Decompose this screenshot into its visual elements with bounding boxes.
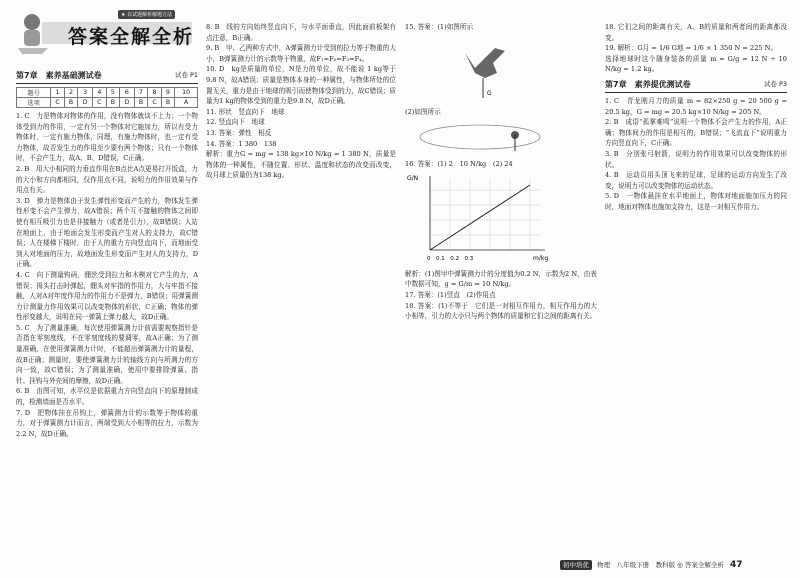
table-cell: 5 [106, 88, 119, 98]
answer-item: 1. C 力是物体对物体的作用，没有物体就谈不上力；一个物体受到力的作用，一定有另一个物体对它施加力，所以有受力物体时，一定有施力物体，同理，有施力物体时，也一定有受力物体，故否发生力的作用至少要有两个物体；只有一个物体时，不会产生力，故A、B、D错误，C正确。 [16, 112, 198, 163]
table-cell: B [64, 98, 77, 108]
chapter-page: 试卷 P1 [174, 71, 198, 79]
table-cell: 4 [92, 88, 106, 98]
graph-xlabel: m/kg [533, 254, 549, 262]
page-header [14, 8, 194, 56]
table-cell: 2 [64, 88, 77, 98]
answer-item: 14. 答案：1 380 138 [206, 139, 277, 148]
table-cell: 7 [134, 88, 147, 98]
table-cell: B [106, 98, 119, 108]
footer-badge: 初中培优 [560, 560, 592, 570]
table-cell: 1 [51, 88, 65, 98]
chapter-heading [16, 70, 198, 84]
footer-label: 答案全解全析 [684, 561, 724, 569]
answer-item: 解析：重力G = mg = 138 kg×10 N/kg = 1 380 N，质量是物体的一种属性，不随位置、形状、温度和状态的改变而改变，故月球上质量仍为138 kg。 [206, 150, 396, 180]
table-cell: 题号 [17, 88, 51, 98]
answer-table [16, 87, 198, 108]
answer-item: 15. 答案：(1)如图所示 [405, 23, 474, 31]
answer-item: 8. B 线的方向始终竖直向下，与水平面垂直，因此面前板架有点注意，B正确。 [206, 23, 396, 42]
table-cell: D [120, 98, 135, 108]
answer-item: 13. 答案：弹性 相反 [206, 128, 272, 137]
table-row [17, 88, 198, 98]
page-title: 答案全解全析 [68, 26, 195, 48]
column-2 [206, 22, 396, 181]
answer-item: 17. 答案：(1)竖直 (2)作用点 [405, 290, 496, 299]
table-cell: 选项 [17, 98, 51, 108]
answer-item: 解析：(1)图甲中弹簧测力计的分度值为0.2 N，示数为2 N，由表中数据可知，g = G/m = 10 N/kg。 [405, 269, 597, 289]
answer-item: 选择地球时这个随身装备的质量 m = G/g = 12 N ÷ 10 N/kg = 1.2 kg。 [605, 54, 787, 74]
chapter-title: 第7章 素养提优测试卷 [605, 79, 691, 89]
table-cell: C [148, 98, 162, 108]
table-cell: 3 [78, 88, 93, 98]
header-tag: ★ 以试题解析解题方法 [118, 10, 175, 19]
answer-item: 4. C 向下测量钩码，绷丝受到拉力和木楔对它产生的力，A错误；拇头打击时弹起，绷头对牢指的作用力，大与牢指不接触，人对A对年度作用力的作用力不是弹力，B错误；用弹簧测力计测量力作用效果可以改变物体的形状，C正确；物体的弹性形变越大，说明在同一弹簧上弹力越大，故D正确。 [16, 270, 198, 322]
table-cell: C [51, 98, 65, 108]
answer-item: 4. B 运动员用头顶飞来的足球，足球的运动方向发生了改变，说明力可以改变物体的运动状态。 [605, 171, 787, 190]
gm-graph [405, 170, 555, 265]
table-cell: 10 [175, 88, 198, 98]
column-3 [405, 22, 597, 322]
page-footer [560, 560, 743, 570]
column-1 [16, 70, 198, 439]
table-cell: 6 [120, 88, 135, 98]
chapter-title: 第7章 素养基础测试卷 [16, 71, 102, 80]
answer-item: 18. 它们之间的距离有关，A、B的质量和两者间的距离都没变。 [605, 23, 787, 42]
answer-item: 10. D kg是质量的单位，N是力的单位，故不能说 1 kg等于9.8 N，故A错误；质量是物体本身的一种属性，与物体所处的位置无关，重力是由于地球的吸引而使物体受到的力，故C错误；质量为1 kg的物体受到的重力是9.8 N，故D正确。 [206, 65, 396, 106]
answer-item: 3. B 分别张弓射箭，说明力的作用效果可以改变物体的形状。 [605, 149, 787, 169]
answer-item: 5. C 为了测量准确，每次使用弹簧测力计前需要观察指针是否指在零刻度线，不在零刻度线的要调零，故A正确；为了测量准确，在使用弹簧测力计时，不能超出弹簧测力计的量程，故B正确；测量时，要使弹簧测力计的轴线方向与所测力的方向一致，故C错误；为了测量准确，使用中要排除弹簧、指针、挂钩与外壳间的摩擦，故D正确。 [16, 323, 198, 385]
chapter-page: 试卷 P3 [763, 79, 787, 88]
table-cell: D [78, 98, 93, 108]
answer-item: 18. 答案：(1)不等于 它们是一对相互作用力，相互作用力的大小相等，引力的大小只与两个物体的质量和它们之间的距离有关。 [405, 301, 597, 321]
answer-item: 5. D 一物体悬挂在水平地面上，物体对地面施加压力的同时，地面对物体也施加支持力，这是一对相互作用力。 [605, 192, 787, 211]
answer-item: 2. B 成语“孤掌难鸣”说明一个物体不会产生力的作用，A正确；物体间力的作用是相互的，B错误；“飞流直下”说明重力方向竖直向下，C正确。 [605, 118, 787, 148]
chapter-heading [605, 79, 787, 93]
answer-item: 11. 形状 竖直向下 地球 [206, 107, 285, 116]
answer-item: 19. 解析：G月 = 1/6 G地 = 1/6 × 1 350 N = 225 N。 [605, 44, 778, 53]
footer-separator-icon: ◎ [677, 561, 683, 569]
graph-ticks: 0 0.1 0.2 0.3 [427, 255, 474, 262]
answer-item: 1. C 青龙刚月刀的质量 m = 82×250 g = 20 500 g = 20.5 kg，G = mg = 20.5 kg×10 N/kg = 205 N。 [605, 96, 787, 116]
table-cell: B [134, 98, 147, 108]
answer-item: 16. 答案：(1) 2 10 N/kg (2) 24 [405, 160, 513, 169]
column-4 [605, 22, 787, 213]
answer-item: 9. B 甲、乙两种方式中，A弹簧测力计受到的拉力等于物重的大小，B弹簧测力计的示数等于物重，故F₁=F₂=F₃=F₄。 [206, 44, 396, 63]
table-cell: B [161, 98, 174, 108]
graph-ylabel: G/N [407, 174, 419, 182]
answer-item: 12. 竖直向下 地球 [206, 118, 265, 127]
pendulum-figure [405, 117, 555, 155]
bird-figure [405, 33, 555, 103]
footer-subject: 物理 八年级下册 教科版 [597, 561, 676, 569]
table-cell: C [92, 98, 106, 108]
answer-item: 3. D 弹力是物体由于发生弹性形变而产生的力，物体发生弹性形变不会产生弹力，故A错误；两个互不接触的物体之间即使有相互吸引力也是非接触力（或者是引力），故B错误；人站在地面上，由于地面会发生形变而产生对人的支持力，故C错误；人在楼梯下楼时，由于人的重力方向竖直向下，而地面受到人对地面的压力，故地面发生形变而产生对人的支持力，D正确。 [16, 196, 198, 269]
answer-item: 7. D 把物体挂在吊钩上，弹簧测力计的示数等于物体的重力，对于弹簧测力计而言，两端受到大小相等的拉力，示数为2.2 N，故D正确。 [16, 408, 198, 438]
table-cell: A [175, 98, 198, 108]
answer-item: 6. B 由图可知，水平仪是依据重力方向竖直向下的原理制成的，检测墙面是否水平。 [16, 387, 198, 407]
table-row [17, 98, 198, 108]
answer-item: 2. B 用大小相同的力垂直作用在B点比A点更易打开饭盒，力的大小和方向都相同，仅作用点不同，说明力的作用效果与作用点有关。 [16, 164, 198, 195]
table-cell: 9 [161, 88, 174, 98]
table-cell: 8 [148, 88, 162, 98]
page-number: 47 [729, 560, 743, 570]
svg-text:G: G [487, 89, 492, 97]
cartoon-icon [14, 8, 54, 54]
answer-item: (2)如图所示 [405, 107, 441, 116]
